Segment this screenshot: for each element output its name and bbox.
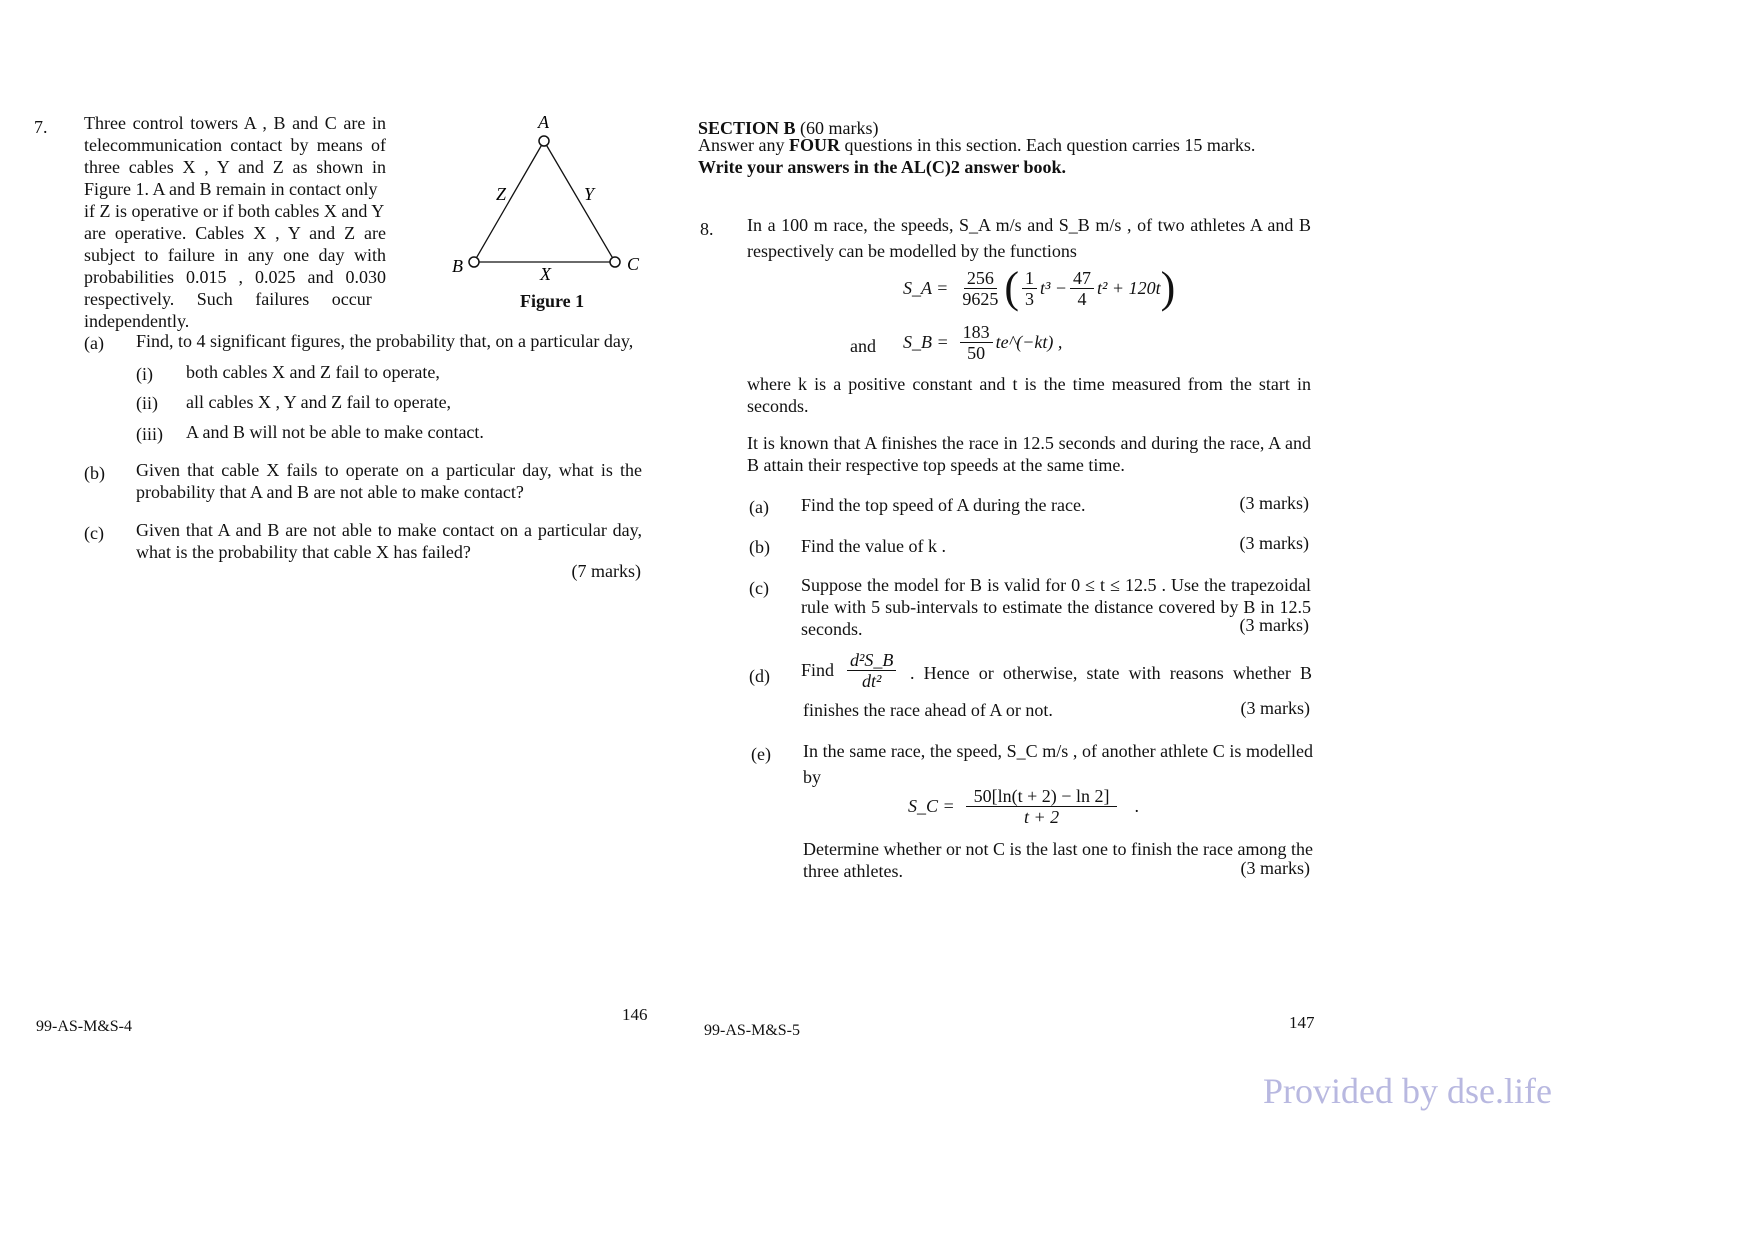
sub-ii-label: (ii) bbox=[136, 393, 158, 413]
q8-part-e-line: Determine whether or not C is the last one to finish the race among the bbox=[803, 839, 1313, 859]
q8-part-a-label: (a) bbox=[749, 497, 769, 517]
q8-part-d-label: (d) bbox=[749, 666, 770, 686]
known-text bbox=[747, 432, 1311, 476]
q8-part-d-find bbox=[801, 650, 899, 691]
part-c-line: what is the probability that cable X has failed? bbox=[136, 542, 471, 562]
question-8-intro bbox=[747, 214, 1311, 262]
intro-line: probabilities 0.015 , 0.025 and 0.030 bbox=[84, 267, 386, 287]
part-c-text bbox=[136, 519, 642, 563]
d-derivative-frac bbox=[847, 650, 896, 691]
eq-sb-rhs: te^(−kt) , bbox=[995, 332, 1063, 352]
intro-line: are operative. Cables X , Y and Z are bbox=[84, 223, 386, 243]
edge-z-label: Z bbox=[496, 184, 507, 204]
tower-a-node bbox=[539, 136, 549, 146]
eq-sa-t2-var: t² + 120t bbox=[1097, 277, 1161, 298]
eq-sa-open-paren: ( bbox=[1004, 263, 1019, 312]
q8-part-c-line: rule with 5 sub-intervals to estimate the distance covered by B in 12.5 bbox=[801, 597, 1311, 617]
d-derivative-den: dt² bbox=[862, 671, 882, 691]
eq-sb-num: 183 bbox=[960, 322, 993, 343]
instruction-bold: FOUR bbox=[788, 135, 840, 155]
eq-sc-tail: . bbox=[1134, 796, 1139, 816]
q8-part-c-label: (c) bbox=[749, 578, 769, 598]
intro-line: telecommunication contact by means of bbox=[84, 135, 386, 155]
part-b-text bbox=[136, 459, 642, 503]
eq-sb-lhs: S_B = bbox=[903, 332, 949, 352]
where-line: where k is a positive constant and t is the time measured from the start in bbox=[747, 374, 1311, 394]
left-page-number: 146 bbox=[622, 1005, 648, 1024]
sub-iii-text: A and B will not be able to make contact. bbox=[186, 422, 484, 442]
q8-part-e-line: three athletes. bbox=[803, 861, 903, 881]
q8-part-e-text bbox=[803, 740, 1313, 788]
question-8-number: 8. bbox=[700, 219, 714, 239]
q8-part-d-marks: (3 marks) bbox=[1240, 698, 1310, 718]
intro-line: three cables X , Y and Z as shown in bbox=[84, 157, 386, 177]
intro-line: independently. bbox=[84, 311, 190, 331]
sub-ii-text: all cables X , Y and Z fail to operate, bbox=[186, 392, 452, 412]
q8-part-b-label: (b) bbox=[749, 537, 770, 557]
sub-iii-label: (iii) bbox=[136, 424, 163, 444]
d-find-word: Find bbox=[801, 660, 835, 680]
q8-part-d-text-1: . Hence or otherwise, state with reasons whether B bbox=[910, 663, 1312, 683]
q8-part-e-label: (e) bbox=[751, 744, 771, 764]
tower-c-node bbox=[610, 257, 620, 267]
instruction-post: questions in this section. Each question carries 15 marks. bbox=[839, 135, 1256, 155]
question-7-number: 7. bbox=[34, 117, 48, 137]
q8-part-c-marks: (3 marks) bbox=[1239, 615, 1309, 635]
eq-sc-lhs: S_C = bbox=[908, 796, 955, 816]
known-line: It is known that A finishes the race in 12.5 seconds and during the race, A and bbox=[747, 433, 1311, 453]
right-page-number: 147 bbox=[1289, 1013, 1315, 1032]
q8-intro-line: respectively can be modelled by the functions bbox=[747, 241, 1077, 261]
section-instruction-1 bbox=[698, 134, 1255, 156]
edge-y-label: Y bbox=[584, 184, 595, 204]
q8-part-b-text: Find the value of k . bbox=[801, 536, 946, 556]
eq-sa-coef-den: 9625 bbox=[962, 288, 999, 309]
eq-sa-lhs: S_A = bbox=[903, 277, 949, 298]
part-a-label: (a) bbox=[84, 333, 104, 353]
instruction-pre: Answer any bbox=[698, 135, 789, 155]
question-7-marks: (7 marks) bbox=[571, 561, 641, 581]
part-c-label: (c) bbox=[84, 523, 104, 543]
figure-1-triangle bbox=[440, 108, 660, 308]
where-text bbox=[747, 373, 1311, 417]
eq-sc-num: 50[ln(t + 2) − ln 2] bbox=[966, 786, 1118, 807]
edge-x-label: X bbox=[540, 264, 551, 284]
q8-part-e-line: In the same race, the speed, S_C m/s , of another athlete C is modelled bbox=[803, 741, 1313, 761]
known-line: B attain their respective top speeds at the same time. bbox=[747, 455, 1125, 475]
part-b-label: (b) bbox=[84, 463, 105, 483]
eq-sa-t2-den: 4 bbox=[1077, 288, 1087, 309]
sub-i-text: both cables X and Z fail to operate, bbox=[186, 362, 440, 382]
section-marks: (60 marks) bbox=[800, 118, 879, 138]
equation-sb bbox=[903, 322, 1062, 363]
where-line: seconds. bbox=[747, 396, 809, 416]
q8-part-e-line: by bbox=[803, 767, 821, 787]
eq-sb-frac bbox=[960, 322, 993, 363]
eq-sa-t1-frac bbox=[1022, 268, 1037, 309]
cable-y-line bbox=[544, 141, 615, 262]
intro-line: respectively. Such failures occur bbox=[84, 289, 372, 309]
eq-sa-close-paren: ) bbox=[1160, 263, 1176, 312]
eq-sa-t2-num: 47 bbox=[1070, 268, 1094, 289]
part-a-text: Find, to 4 significant figures, the probability that, on a particular day, bbox=[136, 331, 634, 351]
q8-part-c-line: seconds. bbox=[801, 619, 863, 639]
cable-z-line bbox=[474, 141, 544, 262]
eq-sa-t1-num: 1 bbox=[1022, 268, 1037, 289]
vertex-c-label: C bbox=[627, 254, 640, 274]
figure-caption: Figure 1 bbox=[520, 291, 585, 311]
q8-intro-line: In a 100 m race, the speeds, S_A m/s and S_B m/s , of two athletes A and B bbox=[747, 215, 1311, 235]
part-b-line: probability that A and B are not able to make contact? bbox=[136, 482, 524, 502]
right-footer-code: 99-AS-M&S-5 bbox=[704, 1022, 801, 1039]
q8-part-a-text: Find the top speed of A during the race. bbox=[801, 495, 1086, 515]
eq-sa-t2-frac bbox=[1070, 268, 1094, 309]
eq-sc-frac bbox=[966, 786, 1118, 827]
q8-part-c-line: Suppose the model for B is valid for 0 ≤ t ≤ 12.5 . Use the trapezoidal bbox=[801, 575, 1311, 595]
intro-line: subject to failure in any one day with bbox=[84, 245, 386, 265]
left-footer-code: 99-AS-M&S-4 bbox=[36, 1018, 133, 1035]
d-derivative-num: d²S_B bbox=[847, 650, 896, 671]
eq-sb-den: 50 bbox=[967, 343, 986, 363]
q8-part-d-text-2: finishes the race ahead of A or not. bbox=[803, 700, 1053, 720]
and-word: and bbox=[850, 336, 876, 356]
watermark-text: Provided by dse.life bbox=[1263, 1071, 1552, 1111]
question-7-intro bbox=[84, 112, 386, 332]
q8-part-a-marks: (3 marks) bbox=[1239, 493, 1309, 513]
part-c-line: Given that A and B are not able to make contact on a particular day, bbox=[136, 520, 642, 540]
sub-i-label: (i) bbox=[136, 364, 153, 384]
q8-part-b-marks: (3 marks) bbox=[1239, 533, 1309, 553]
intro-line: if Z is operative or if both cables X and Y bbox=[84, 201, 385, 221]
eq-sa-coef-num: 256 bbox=[964, 268, 997, 289]
vertex-a-label: A bbox=[538, 112, 549, 132]
eq-sa-coef bbox=[959, 268, 1001, 309]
section-instruction-2: Write your answers in the AL(C)2 answer book. bbox=[698, 157, 1067, 177]
section-title: SECTION B bbox=[698, 118, 796, 138]
vertex-b-label: B bbox=[452, 256, 463, 276]
eq-sa-t1-den: 3 bbox=[1024, 288, 1034, 309]
tower-b-node bbox=[469, 257, 479, 267]
intro-line: Three control towers A , B and C are in bbox=[84, 113, 386, 133]
intro-line: Figure 1. A and B remain in contact only bbox=[84, 179, 378, 199]
part-b-line: Given that cable X fails to operate on a particular day, what is the bbox=[136, 460, 642, 480]
eq-sc-den: t + 2 bbox=[1023, 807, 1060, 827]
equation-sa bbox=[903, 263, 1176, 312]
equation-sc bbox=[908, 786, 1139, 827]
eq-sa-t1-var: t³ − bbox=[1039, 277, 1068, 298]
q8-part-e-marks: (3 marks) bbox=[1240, 858, 1310, 878]
